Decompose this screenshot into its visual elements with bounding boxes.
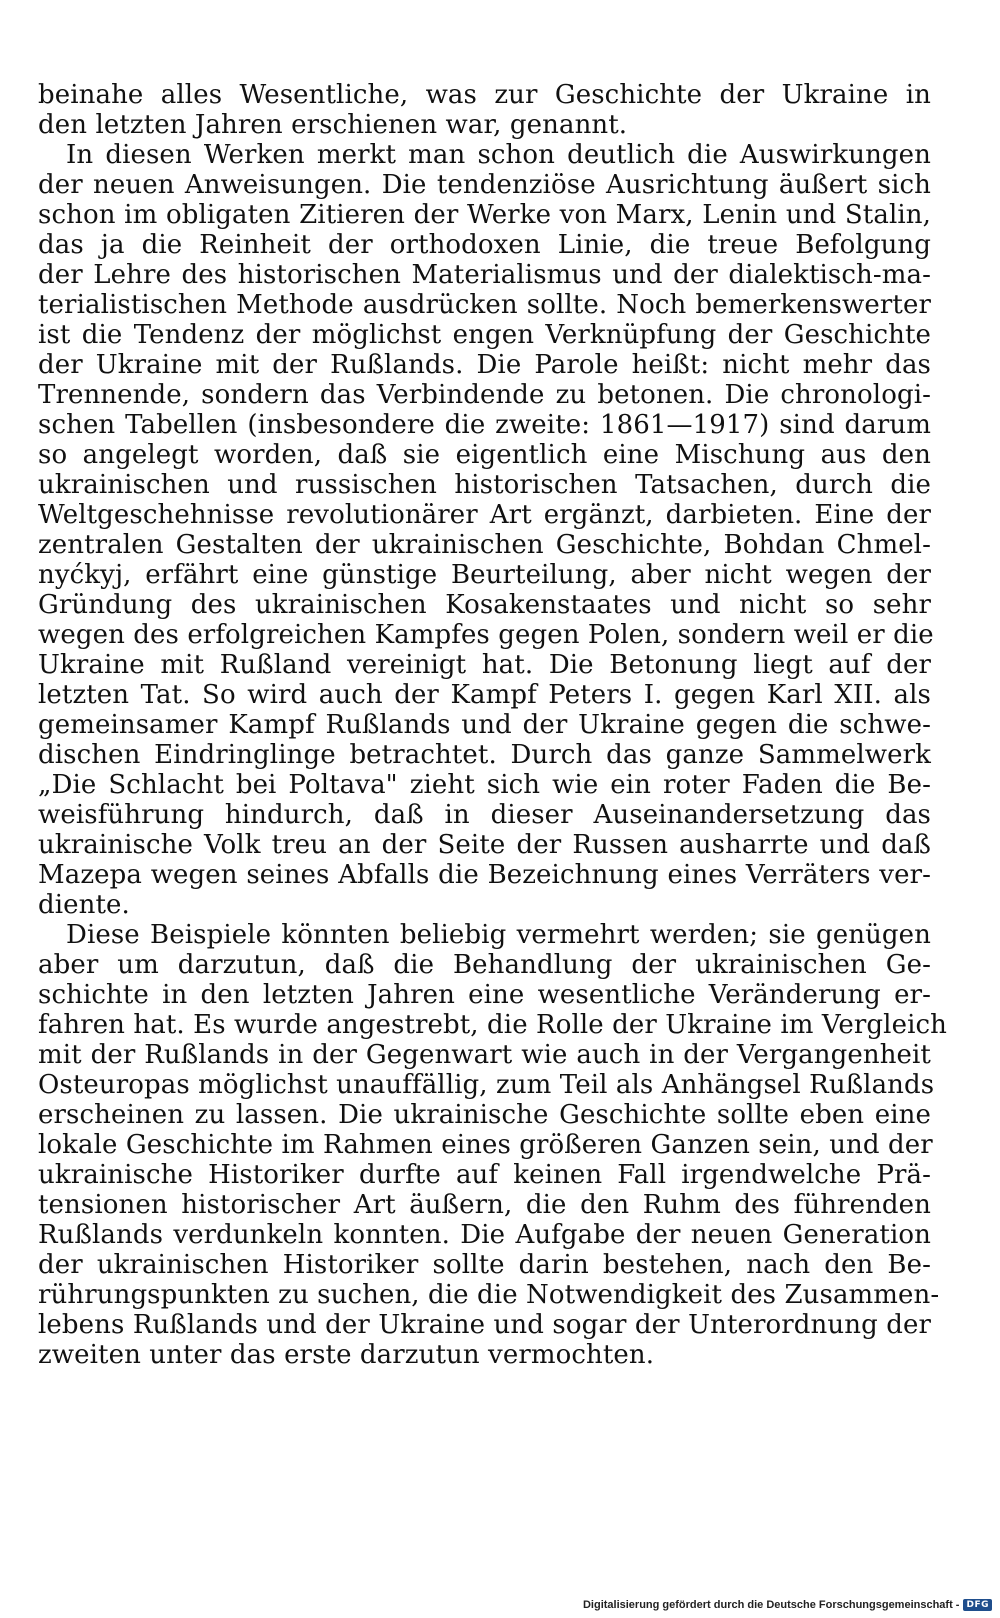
text-line: gemeinsamer Kampf Rußlands und der Ukraine gegen die schwe- bbox=[38, 710, 931, 740]
text-line: Gründung des ukrainischen Kosakenstaates und nicht so sehr bbox=[38, 590, 931, 620]
text-line: dischen Eindringlinge betrachtet. Durch das ganze Sammelwerk bbox=[38, 740, 931, 770]
text-line: ukrainische Historiker durfte auf keinen Fall irgendwelche Prä- bbox=[38, 1160, 931, 1190]
text-line: In diesen Werken merkt man schon deutlich die Auswirkungen bbox=[66, 140, 931, 170]
text-line: Weltgeschehnisse revolutionärer Art ergänzt, darbieten. Eine der bbox=[38, 500, 931, 530]
footer-text: Digitalisierung gefördert durch die Deutsche Forschungsgemeinschaft - bbox=[582, 1599, 960, 1611]
text-line: der Lehre des historischen Materialismus und der dialektisch-ma- bbox=[38, 260, 931, 290]
text-line: schichte in den letzten Jahren eine wesentliche Veränderung er- bbox=[38, 980, 931, 1010]
document-page bbox=[38, 80, 947, 1370]
text-line: schon im obligaten Zitieren der Werke von Marx, Lenin und Stalin, bbox=[38, 200, 931, 230]
text-line: das ja die Reinheit der orthodoxen Linie, die treue Befolgung bbox=[38, 230, 931, 260]
text-line: zentralen Gestalten der ukrainischen Geschichte, Bohdan Chmel- bbox=[38, 530, 931, 560]
text-line: nyćkyj, erfährt eine günstige Beurteilung, aber nicht wegen der bbox=[38, 560, 931, 590]
text-line: diente. bbox=[38, 890, 130, 920]
text-line: wegen des erfolgreichen Kampfes gegen Polen, sondern weil er die bbox=[38, 620, 934, 650]
text-line: terialistischen Methode ausdrücken sollte. Noch bemerkenswerter bbox=[38, 290, 931, 320]
text-line: der ukrainischen Historiker sollte darin bestehen, nach den Be- bbox=[38, 1250, 931, 1280]
text-line: den letzten Jahren erschienen war, genannt. bbox=[38, 110, 628, 140]
text-line: weisführung hindurch, daß in dieser Auseinandersetzung das bbox=[38, 800, 931, 830]
text-line: der Ukraine mit der Rußlands. Die Parole heißt: nicht mehr das bbox=[38, 350, 931, 380]
text-line: Diese Beispiele könnten beliebig vermehrt werden; sie genügen bbox=[66, 920, 931, 950]
text-line: ist die Tendenz der möglichst engen Verknüpfung der Geschichte bbox=[38, 320, 931, 350]
text-line: erscheinen zu lassen. Die ukrainische Geschichte sollte eben eine bbox=[38, 1100, 931, 1130]
text-line: schen Tabellen (insbesondere die zweite: 1861—1917) sind darum bbox=[38, 410, 931, 440]
text-line: Rußlands verdunkeln konnten. Die Aufgabe der neuen Generation bbox=[38, 1220, 931, 1250]
text-line: „Die Schlacht bei Poltava" zieht sich wie ein roter Faden die Be- bbox=[38, 770, 931, 800]
text-line: der neuen Anweisungen. Die tendenziöse Ausrichtung äußert sich bbox=[38, 170, 931, 200]
text-line: Osteuropas möglichst unauffällig, zum Teil als Anhängsel Rußlands bbox=[38, 1070, 935, 1100]
text-line: tensionen historischer Art äußern, die den Ruhm des führenden bbox=[38, 1190, 931, 1220]
text-line: lokale Geschichte im Rahmen eines größeren Ganzen sein, und der bbox=[38, 1130, 933, 1160]
text-line: lebens Rußlands und der Ukraine und sogar der Unterordnung der bbox=[38, 1310, 931, 1340]
text-line: Ukraine mit Rußland vereinigt hat. Die Betonung liegt auf der bbox=[38, 650, 931, 680]
text-line: rührungspunkten zu suchen, die die Notwendigkeit des Zusammen- bbox=[38, 1280, 940, 1310]
text-line: so angelegt worden, daß sie eigentlich eine Mischung aus den bbox=[38, 440, 931, 470]
text-line: fahren hat. Es wurde angestrebt, die Rolle der Ukraine im Vergleich bbox=[38, 1010, 947, 1040]
dfg-logo: DFG bbox=[963, 1599, 992, 1611]
text-line: beinahe alles Wesentliche, was zur Geschichte der Ukraine in bbox=[38, 80, 931, 110]
text-line: zweiten unter das erste darzutun vermochten. bbox=[38, 1340, 655, 1370]
text-line: aber um darzutun, daß die Behandlung der ukrainischen Ge- bbox=[38, 950, 931, 980]
text-line: ukrainische Volk treu an der Seite der Russen ausharrte und daß bbox=[38, 830, 931, 860]
digitization-footer bbox=[583, 1596, 992, 1614]
text-line: ukrainischen und russischen historischen Tatsachen, durch die bbox=[38, 470, 931, 500]
text-line: mit der Rußlands in der Gegenwart wie auch in der Vergangenheit bbox=[38, 1040, 931, 1070]
text-line: Trennende, sondern das Verbindende zu betonen. Die chronologi- bbox=[38, 380, 931, 410]
text-line: letzten Tat. So wird auch der Kampf Peters I. gegen Karl XII. als bbox=[38, 680, 931, 710]
text-line: Mazepa wegen seines Abfalls die Bezeichnung eines Verräters ver- bbox=[38, 860, 931, 890]
